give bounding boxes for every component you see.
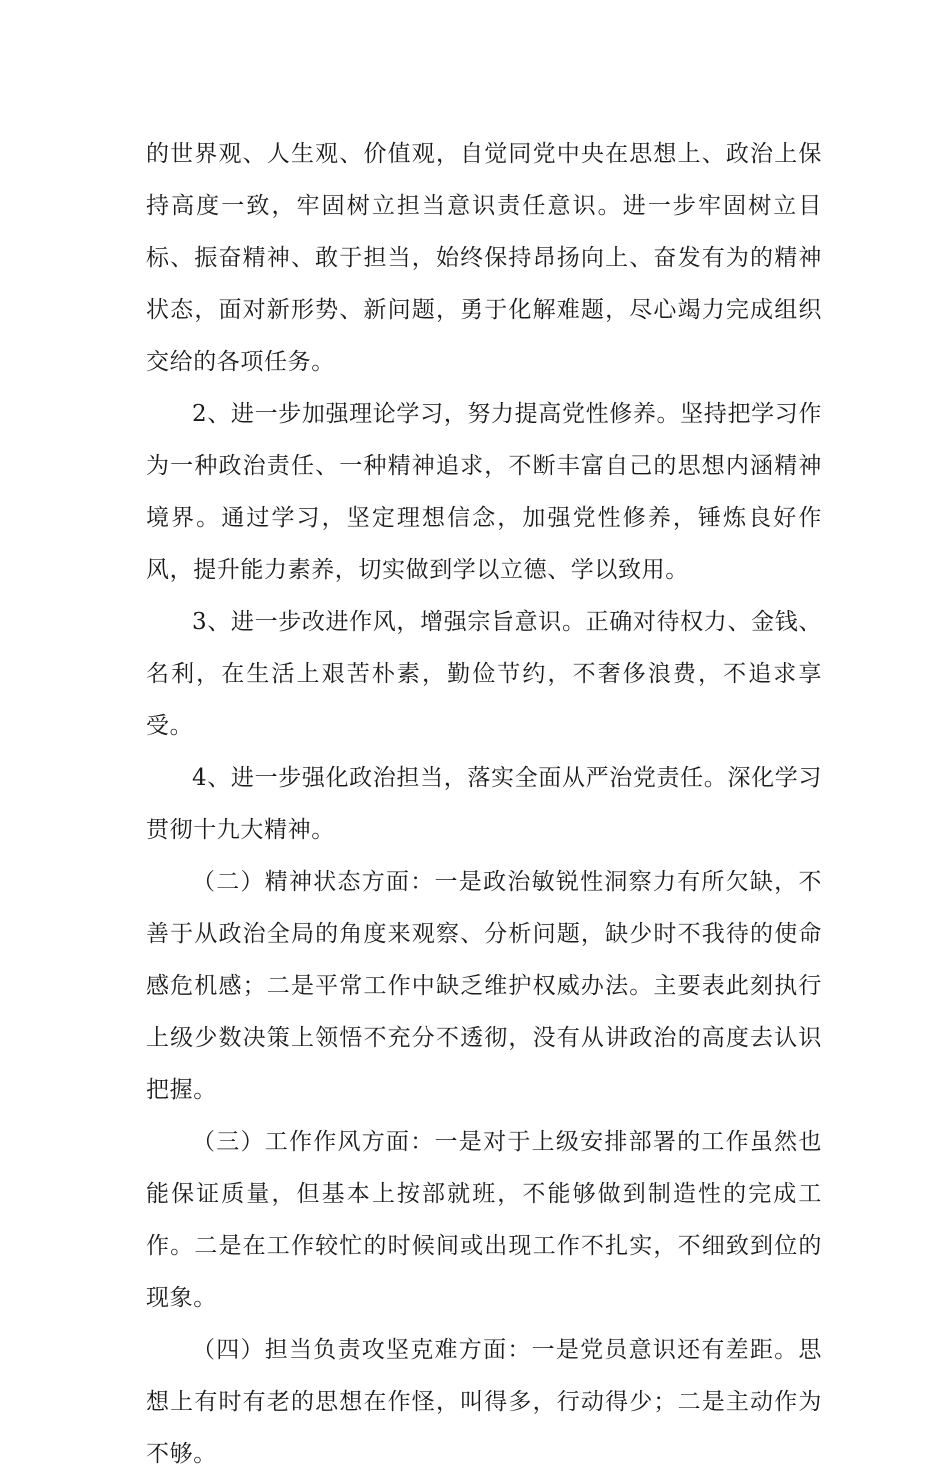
paragraph-section-3: （三）工作作风方面：一是对于上级安排部署的工作虽然也能保证质量，但基本上按部就班，不能够做到制造性的完成工作。二是在工作较忙的时候间或出现工作不扎实，不细致到位的现象。 — [146, 1129, 822, 1311]
paragraph-section-2: （二）精神状态方面：一是政治敏锐性洞察力有所欠缺，不善于从政治全局的角度来观察、分析问题，缺少时不我待的使命感危机感；二是平常工作中缺乏维护权威办法。主要表此刻执行上级少数决策上领悟不充分不透彻，没有从讲政治的高度去认识把握。 — [146, 869, 822, 1103]
paragraph-item-3: 3、进一步改进作风，增强宗旨意识。正确对待权力、金钱、名利，在生活上艰苦朴素，勤俭节约，不奢侈浪费，不追求享受。 — [146, 609, 822, 739]
document-body — [146, 128, 822, 1480]
paragraph-item-2: 2、进一步加强理论学习，努力提高党性修养。坚持把学习作为一种政治责任、一种精神追求，不断丰富自己的思想内涵精神境界。通过学习，坚定理想信念，加强党性修养，锤炼良好作风，提升能力素养，切实做到学以立德、学以致用。 — [146, 401, 822, 583]
paragraph-worldview: 的世界观、人生观、价值观，自觉同党中央在思想上、政治上保持高度一致，牢固树立担当意识责任意识。进一步牢固树立目标、振奋精神、敢于担当，始终保持昂扬向上、奋发有为的精神状态，面对新形势、新问题，勇于化解难题，尽心竭力完成组织交给的各项任务。 — [146, 141, 822, 375]
paragraph-item-4: 4、进一步强化政治担当，落实全面从严治党责任。深化学习贯彻十九大精神。 — [146, 765, 822, 843]
paragraph-section-4: （四）担当负责攻坚克难方面：一是党员意识还有差距。思想上有时有老的思想在作怪，叫得多，行动得少；二是主动作为不够。 — [146, 1337, 822, 1467]
